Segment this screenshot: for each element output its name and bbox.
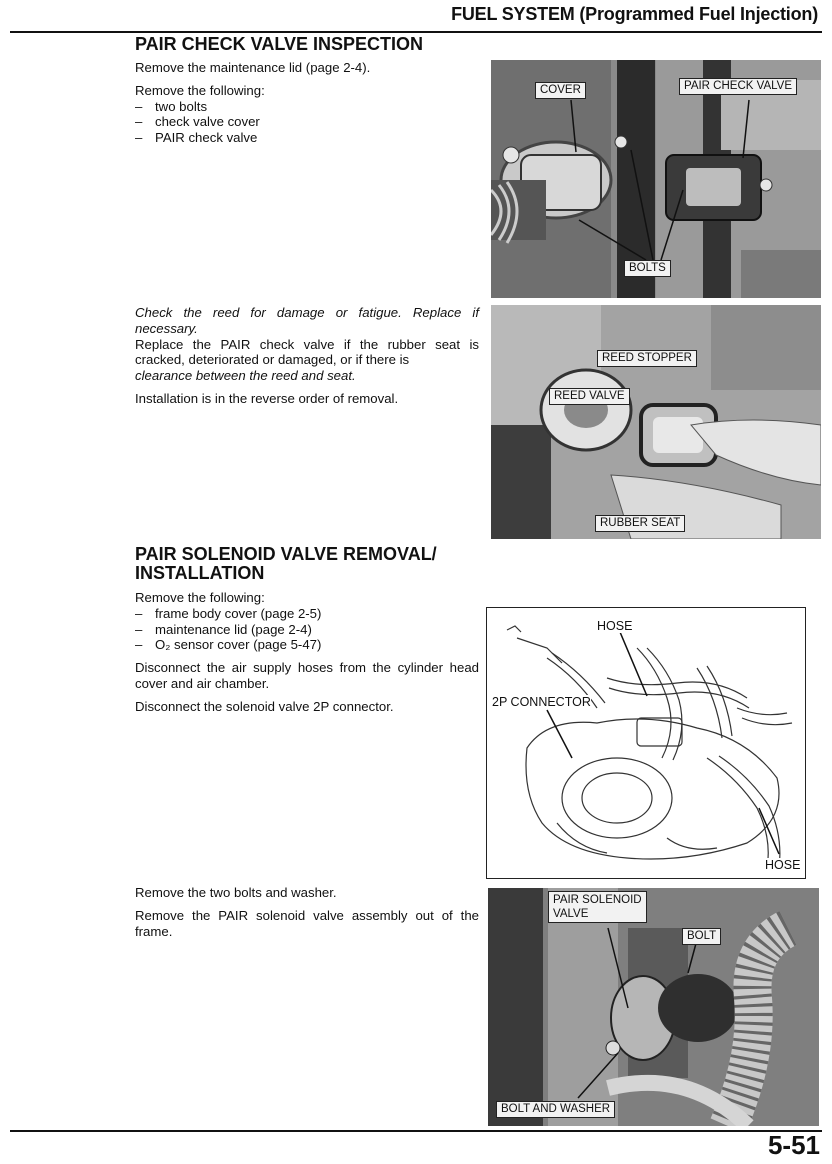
section1-inspection-text xyxy=(135,305,479,407)
callout-reed-stopper: REED STOPPER xyxy=(597,350,697,367)
paragraph: Replace the PAIR check valve if the rubber seat is cracked, deteriorated or damaged, or if there is xyxy=(135,336,479,368)
removal-list xyxy=(135,606,479,653)
diagram-solenoid-hoses xyxy=(486,607,806,879)
paragraph: Check the reed for damage or fatigue. Replace if necessary. xyxy=(135,305,479,336)
footer-rule xyxy=(10,1130,822,1132)
section-title-pair-check-valve: PAIR CHECK VALVE INSPECTION xyxy=(135,34,424,54)
section1-intro xyxy=(135,60,480,146)
callout-pair-check-valve: PAIR CHECK VALVE xyxy=(679,78,797,95)
callout-rubber-seat: RUBBER SEAT xyxy=(595,515,685,532)
removal-list xyxy=(135,99,480,146)
list-item: – PAIR check valve xyxy=(135,130,480,146)
paragraph: clearance between the reed and seat. xyxy=(135,368,356,384)
list-item: – two bolts xyxy=(135,99,480,115)
photo-illustration xyxy=(491,305,821,539)
section-title-line: PAIR SOLENOID VALVE REMOVAL/ xyxy=(135,544,437,564)
photo-pair-solenoid-valve xyxy=(488,888,819,1126)
paragraph: Remove the following: xyxy=(135,82,265,98)
section-title-pair-solenoid xyxy=(135,545,437,583)
page-number: 5-51 xyxy=(767,1130,820,1160)
line-drawing xyxy=(487,608,805,878)
paragraph: Remove the PAIR solenoid valve assembly out of the frame. xyxy=(135,907,479,939)
paragraph: Disconnect the solenoid valve 2P connector. xyxy=(135,698,394,714)
list-item: – O₂ sensor cover (page 5-47) xyxy=(135,637,479,653)
paragraph: Disconnect the air supply hoses from the cylinder head cover and air chamber. xyxy=(135,660,479,691)
paragraph: Remove the two bolts and washer. xyxy=(135,885,337,900)
list-item: – frame body cover (page 2-5) xyxy=(135,606,479,622)
section-title-line: INSTALLATION xyxy=(135,563,265,583)
paragraph: Remove the maintenance lid (page 2-4). xyxy=(135,60,371,75)
section2-steps xyxy=(135,590,479,722)
photo-reed-valve xyxy=(491,305,821,539)
photo-illustration xyxy=(488,888,819,1126)
header-rule xyxy=(10,31,822,33)
callout-line: PAIR SOLENOID xyxy=(553,894,642,906)
callout-bolt: BOLT xyxy=(682,928,721,945)
label-hose-bottom: HOSE xyxy=(765,858,801,872)
callout-line: VALVE xyxy=(553,908,589,920)
callout-reed-valve: REED VALVE xyxy=(549,388,630,405)
paragraph: Remove the following: xyxy=(135,590,265,605)
list-item: – maintenance lid (page 2-4) xyxy=(135,622,479,638)
list-item: – check valve cover xyxy=(135,114,480,130)
label-2p-connector: 2P CONNECTOR xyxy=(492,695,591,709)
callout-cover: COVER xyxy=(535,82,586,99)
callout-pair-solenoid-valve xyxy=(548,891,647,923)
running-header: FUEL SYSTEM (Programmed Fuel Injection) xyxy=(451,4,818,24)
label-hose-top: HOSE xyxy=(597,619,633,633)
callout-bolt-and-washer: BOLT AND WASHER xyxy=(496,1101,615,1118)
section2-removal-text xyxy=(135,885,479,946)
photo-pair-check-valve-cover xyxy=(491,60,821,298)
paragraph: Installation is in the reverse order of removal. xyxy=(135,390,399,406)
callout-bolts: BOLTS xyxy=(624,260,671,277)
